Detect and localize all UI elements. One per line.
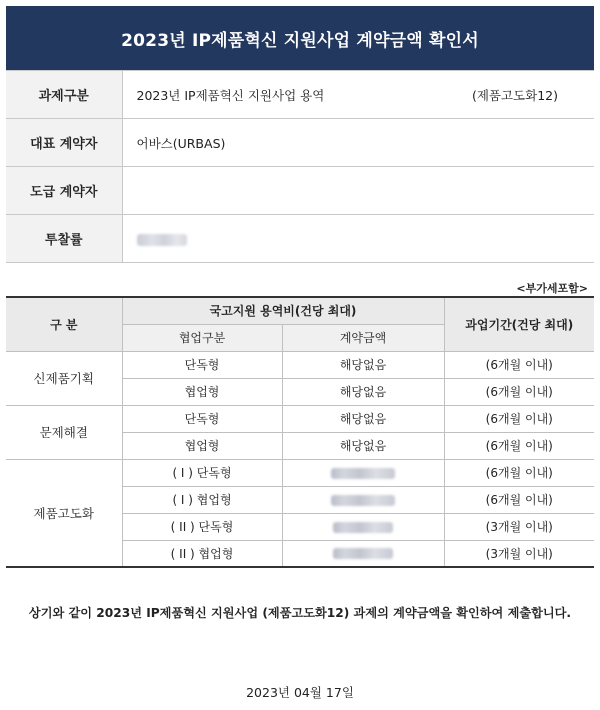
group-problem-solving: 문제해결: [6, 405, 122, 459]
period-cell: (3개월 이내): [444, 513, 594, 540]
project-code-note: (제품고도화12): [471, 87, 558, 103]
confirmation-statement: 상기와 같이 2023년 IP제품혁신 지원사업 (제품고도화12) 과제의 계약금액을 확인하여 제출합니다.: [28, 606, 572, 620]
period-cell: (6개월 이내): [444, 351, 594, 378]
amount-redacted: [333, 548, 393, 559]
project-type-label: 과제구분: [6, 71, 122, 119]
collab-type-cell: 협업형: [122, 432, 282, 459]
period-cell: (6개월 이내): [444, 432, 594, 459]
contract-info-table: [6, 70, 594, 263]
main-contractor-value: 어바스(URBAS): [122, 119, 594, 167]
period-cell: (6개월 이내): [444, 378, 594, 405]
period-cell: (6개월 이내): [444, 405, 594, 432]
amount-cell: 해당없음: [282, 351, 444, 378]
amount-cell: 해당없음: [282, 405, 444, 432]
contract-amount-table: [6, 296, 594, 568]
project-type-value: 2023년 IP제품혁신 지원사업 용역: [136, 87, 325, 103]
collab-type-cell: 단독형: [122, 405, 282, 432]
collab-type-cell: ( II ) 단독형: [122, 513, 282, 540]
group-new-product-planning: 신제품기획: [6, 351, 122, 405]
header-amount: 계약금액: [282, 324, 444, 351]
collab-type-cell: 단독형: [122, 351, 282, 378]
sub-contractor-label: 도급 계약자: [6, 167, 122, 215]
amount-redacted: [331, 495, 395, 506]
period-cell: (6개월 이내): [444, 459, 594, 486]
submission-date: 2023년 04월 17일: [246, 685, 354, 700]
header-budget: 국고지원 용역비(건당 최대): [122, 297, 444, 324]
info-row-project-type: [6, 71, 594, 119]
collab-type-cell: ( I ) 협업형: [122, 486, 282, 513]
amount-redacted: [333, 522, 393, 533]
bid-rate-redacted: [137, 234, 187, 246]
info-row-sub-contractor: [6, 167, 594, 215]
amount-cell: 해당없음: [282, 432, 444, 459]
amount-redacted: [331, 468, 395, 479]
header-period: 과업기간(건당 최대): [444, 297, 594, 351]
group-product-advancement: 제품고도화: [6, 459, 122, 567]
table-row: [6, 405, 594, 432]
header-collab-type: 협업구분: [122, 324, 282, 351]
sub-contractor-value: [122, 167, 594, 215]
collab-type-cell: ( II ) 협업형: [122, 540, 282, 567]
document-title: 2023년 IP제품혁신 지원사업 계약금액 확인서: [6, 6, 594, 70]
info-row-bid-rate: [6, 215, 594, 263]
amount-cell: 해당없음: [282, 378, 444, 405]
vat-note: <부가세포함>: [516, 282, 588, 295]
main-contractor-label: 대표 계약자: [6, 119, 122, 167]
info-row-main-contractor: [6, 119, 594, 167]
period-cell: (3개월 이내): [444, 540, 594, 567]
period-cell: (6개월 이내): [444, 486, 594, 513]
table-row: [6, 351, 594, 378]
table-header-row: [6, 297, 594, 324]
header-category: 구 분: [6, 297, 122, 351]
collab-type-cell: ( I ) 단독형: [122, 459, 282, 486]
table-row: [6, 459, 594, 486]
collab-type-cell: 협업형: [122, 378, 282, 405]
bid-rate-label: 투찰률: [6, 215, 122, 263]
